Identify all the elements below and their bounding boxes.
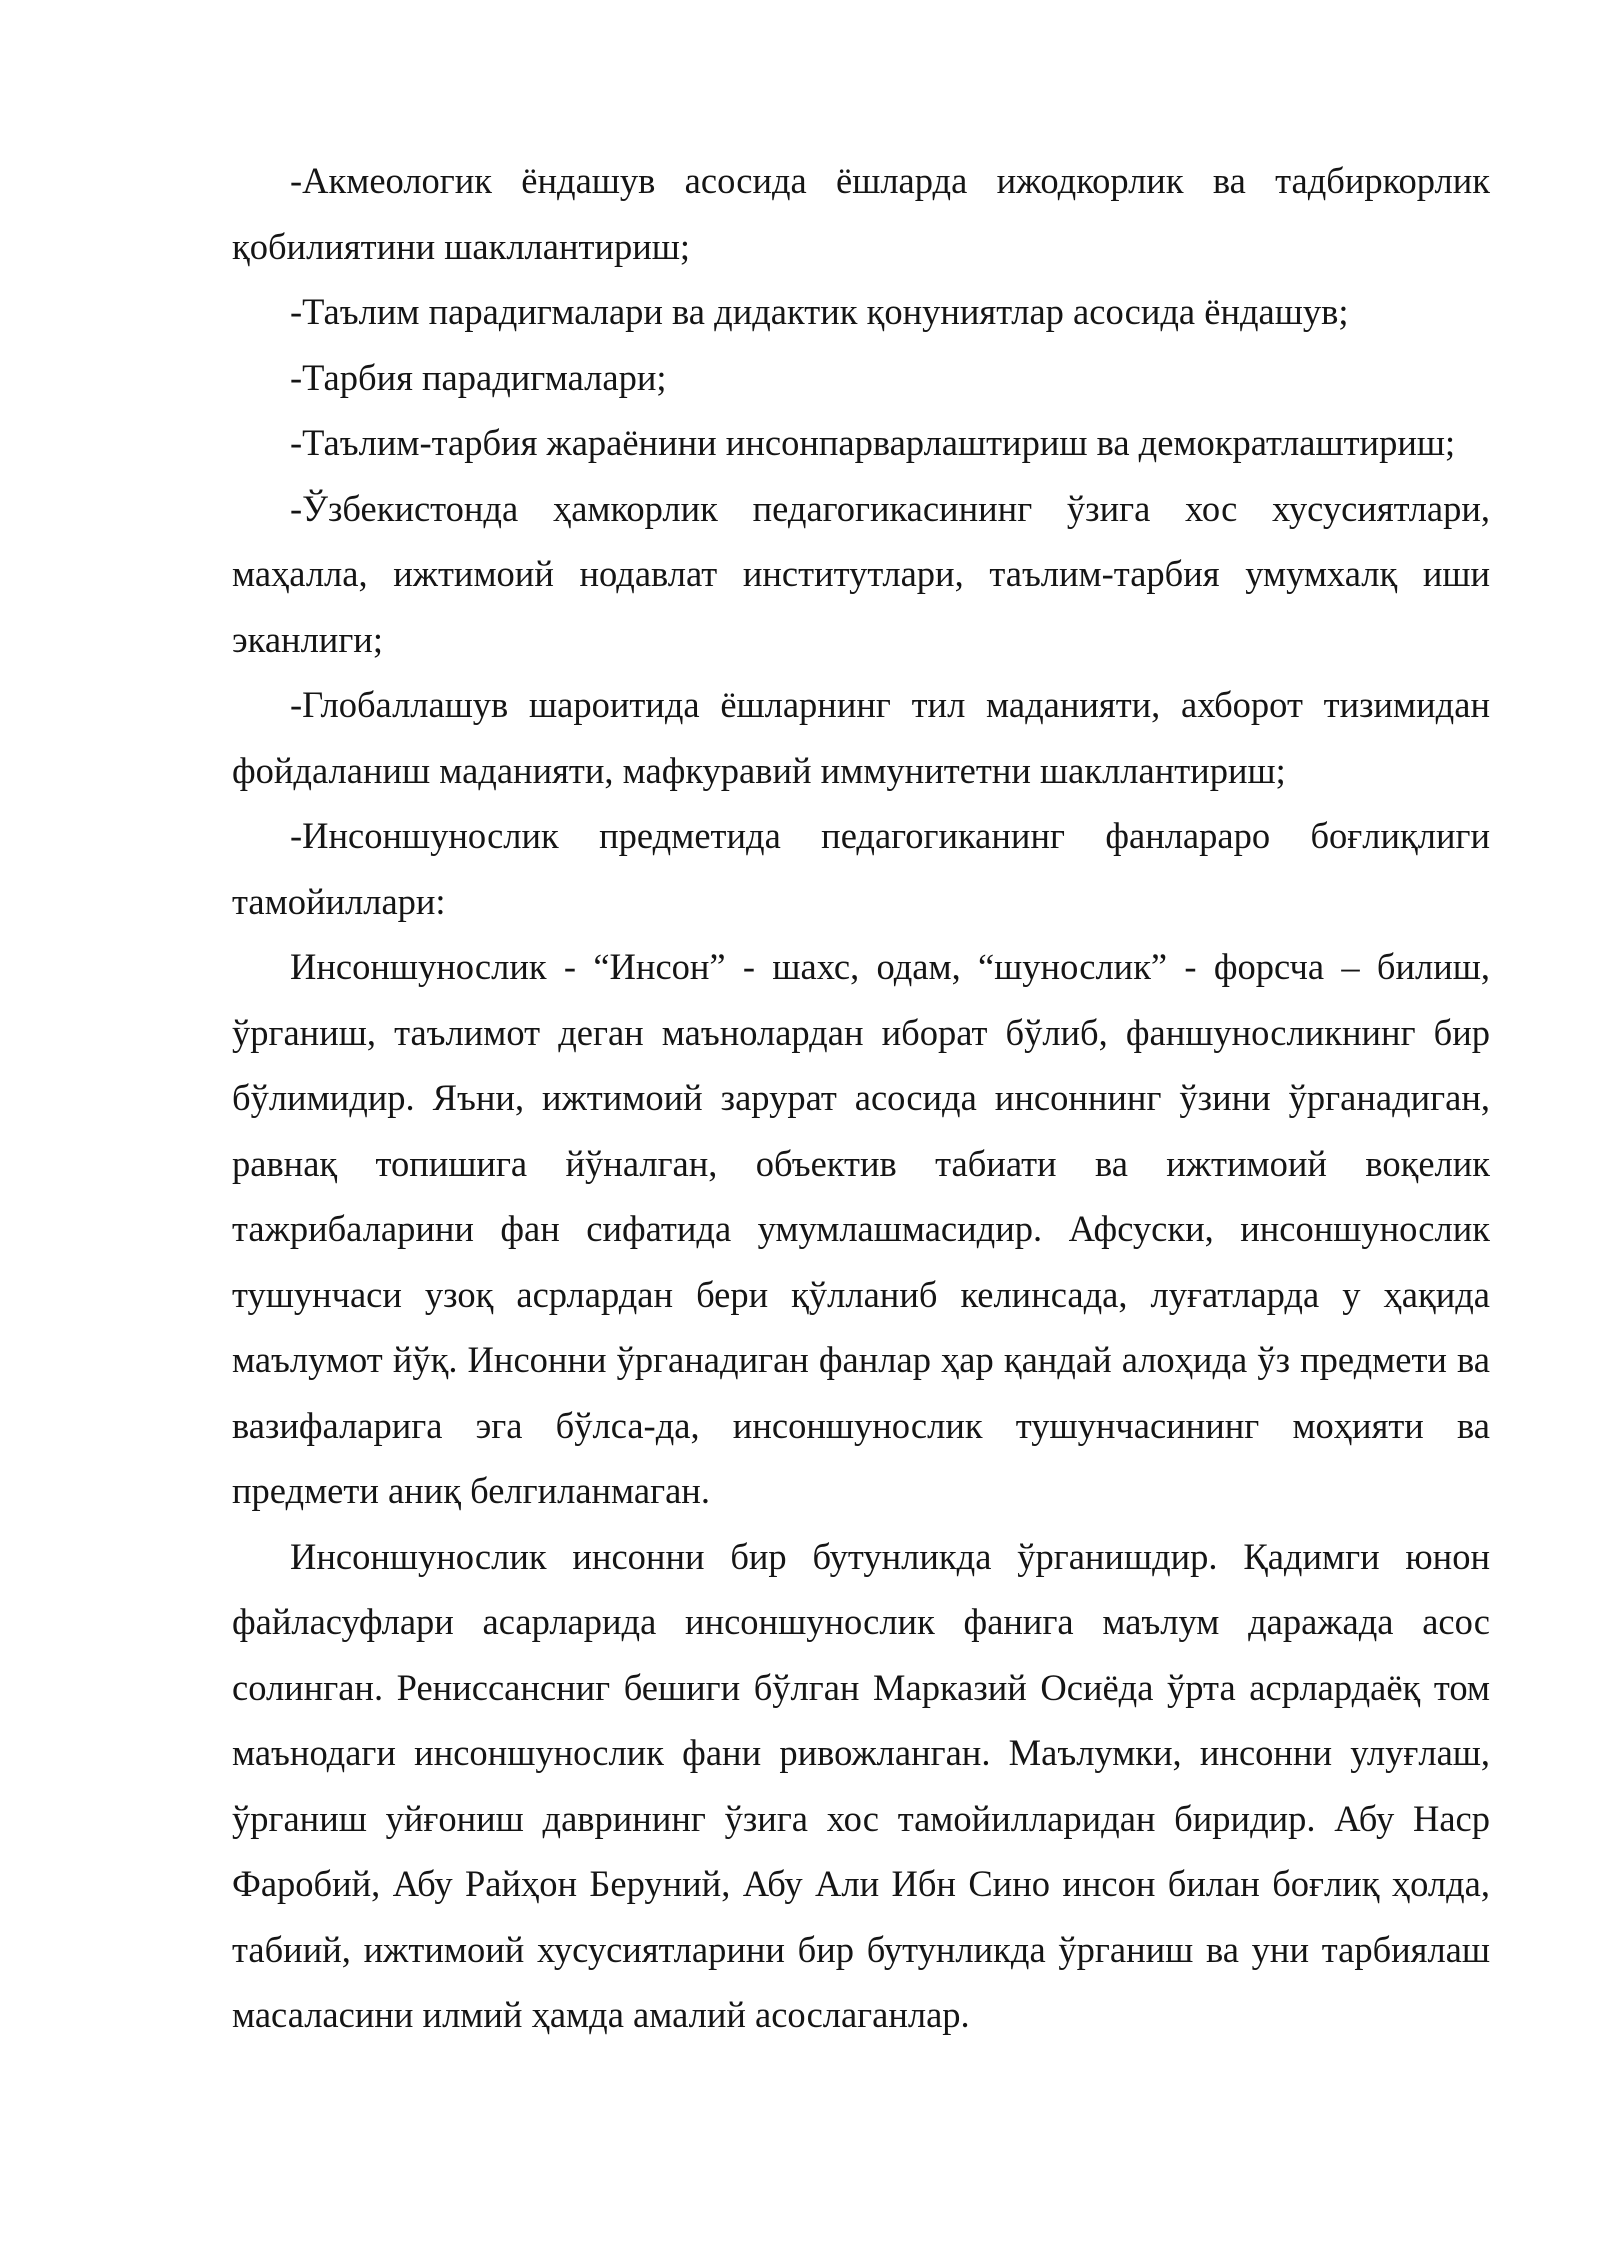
list-item-acmeology: -Акмеологик ёндашув асосида ёшларда ижодкорлик ва тадбиркорлик қобилиятини шакллантириш; xyxy=(232,160,1490,267)
body-paragraph-definition: Инсоншунослик - “Инсон” - шахс, одам, “шунослик” - форсча – билиш, ўрганиш, таълимот деган маънолардан иборат бўлиб, фаншуносликнинг бир бўлимидир. Яъни, ижтимоий зарурат асосида инсоннинг ўзини ўрганадиган, равнақ топишига йўналган, объектив табиати ва ижтимоий воқелик тажрибаларини фан сифатида умумлашмасидир. Афсуски, инсоншунослик тушунчаси узоқ асрлардан бери қўлланиб келинсада, луғатларда у ҳақида маълумот йўқ. Инсонни ўрганадиган фанлар ҳар қандай алоҳида ўз предмети ва вазифаларига эга бўлса-да, инсоншунослик тушунчасининг моҳияти ва предмети аниқ белгиланмаган. xyxy=(232,946,1490,1511)
list-item-education-paradigms: -Таълим парадигмалари ва дидактик қонуниятлар асосида ёндашув; xyxy=(290,291,1349,332)
list-item-upbringing-paradigms: -Тарбия парадигмалари; xyxy=(290,356,667,398)
list-item-humanization: -Таълим-тарбия жараёнини инсонпарварлаштириш ва демократлаштириш; xyxy=(290,422,1456,463)
list-item-interdisciplinary: -Инсоншунослик предметида педагогиканинг фанлараро боғлиқлиги тамойиллари: xyxy=(232,815,1490,922)
body-paragraph-history: Инсоншунослик инсонни бир бутунликда ўрганишдир. Қадимги юнон файласуфлари асарларида инсоншунослик фанига маълум даражада асос солинган. Ренисcансниг бешиги бўлган Марказий Осиёда ўрта асрлардаёқ том маънодаги инсоншунослик фани ривожланган. Маълумки, инсонни улуғлаш, ўрганиш уйғониш даврининг ўзига хос тамойилларидан биридир. Абу Наср Фаробий, Абу Райҳон Беруний, Абу Али Ибн Сино инсон билан боғлиқ ҳолда, табиий, ижтимоий хусусиятларини бир бутунликда ўрганиш ва уни тарбиялаш масаласини илмий ҳамда амалий асослаганлар. xyxy=(232,1535,1490,2035)
list-item-cooperation-pedagogy: -Ўзбекистонда ҳамкорлик педагогикасининг ўзига хос хусусиятлари, маҳалла, ижтимоий нодавлат институтлари, таълим-тарбия умумхалқ иши эканлиги; xyxy=(232,487,1490,660)
list-item-globalization: -Глобаллашув шароитида ёшларнинг тил маданияти, ахборот тизимидан фойдаланиш маданияти, мафкуравий иммунитетни шакллантириш; xyxy=(232,684,1490,791)
document-page xyxy=(232,148,1490,2048)
